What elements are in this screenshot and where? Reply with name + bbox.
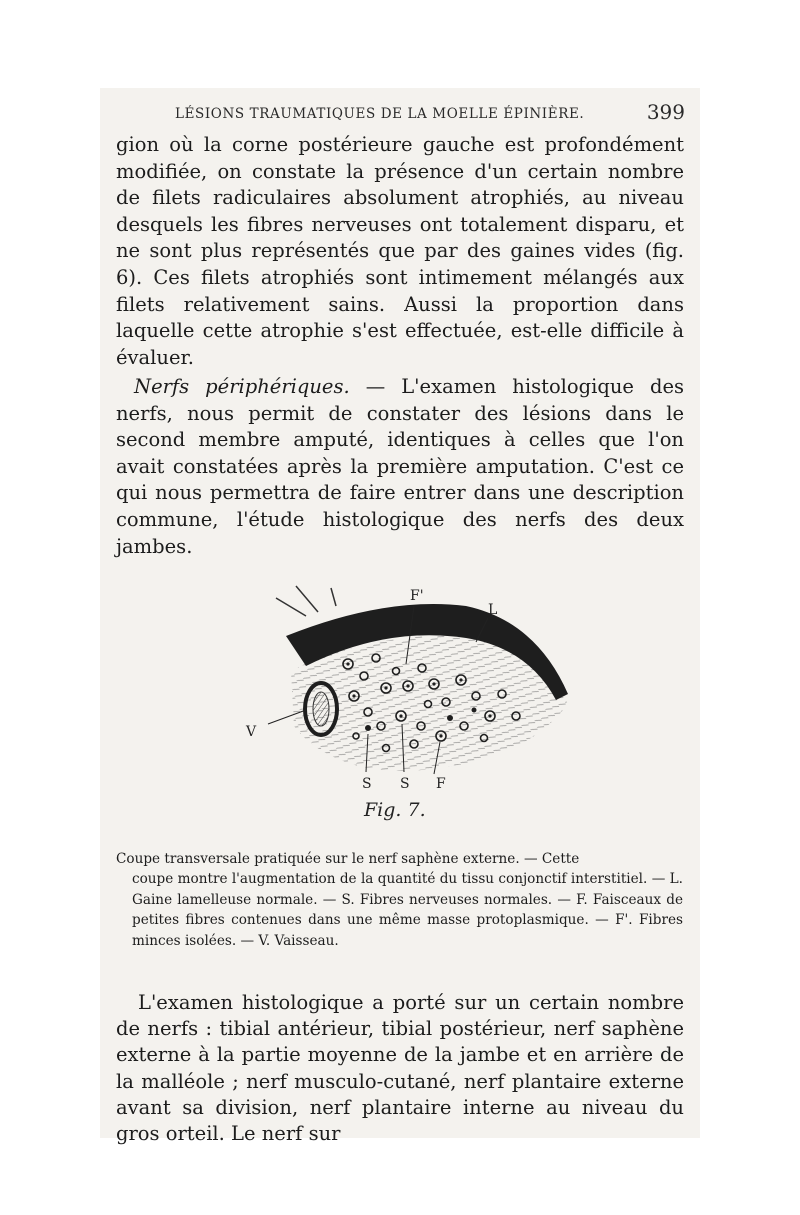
caption-lead: Coupe transversale pratiquée sur le nerf saphène externe. — Cette [116,851,580,867]
section-heading: Nerfs périphériques. [134,375,350,398]
figure-label: Fig. 7. [364,799,426,821]
paragraph-2-body: — L'examen histologique des nerfs, nous permit de constater des lésions dans le second membre amputé, identiques à celles que l'on avait constatées après la première amputation. C'est ce qui nous permettra de faire entrer dans une description commune, l'étude histologique des nerfs des deux jambes. [116,375,685,558]
page-number: 399 [646,100,685,124]
paragraph-3: L'examen histologique a porté sur un certain nombre de nerfs : tibial antérieur, tibial postérieur, nerf saphène externe à la partie moyenne de la jambe et en arrière de la malléole ; nerf musculo-cutané, nerf plantaire externe avant sa division, nerf plantaire interne au niveau du gros orteil. Le nerf sur [116,991,684,1146]
running-header [175,100,685,130]
paragraph-2 [116,374,684,560]
label-s-2: S [400,776,410,792]
figure-caption [116,849,683,951]
label-l: L [488,602,498,618]
label-s-1: S [362,776,372,792]
label-f-prime: F' [410,588,424,604]
label-f: F [436,776,446,792]
running-title: LÉSIONS TRAUMATIQUES DE LA MOELLE ÉPINIÈRE. [175,106,585,122]
vessel-inner [313,692,329,726]
nerve-cross-section-figure [236,576,576,826]
paragraph-1: gion où la corne postérieure gauche est profondément modifiée, on constate la présence d'un certain nombre de filets radiculaires absolument atrophiés, au niveau desquels les fibres nerveuses ont totalement disparu, et ne sont plus représentés que par des gaines vides (fig. 6). Ces filets atrophiés sont intimement mélangés aux filets relativement sains. Aussi la proportion dans laquelle cette atrophie s'est effectuée, est-elle difficile à évaluer. [116,133,684,369]
label-v: V [246,724,257,740]
caption-rest: coupe montre l'augmentation de la quantité du tissu conjonctif interstitiel. — L. Gaine lamelleuse normale. — S. Fibres nerveuses normales. — F. Faisceaux de petites fibres contenues dans une même masse protoplasmique. — F'. Fibres minces isolées. — V. Vaisseau. [132,871,683,949]
